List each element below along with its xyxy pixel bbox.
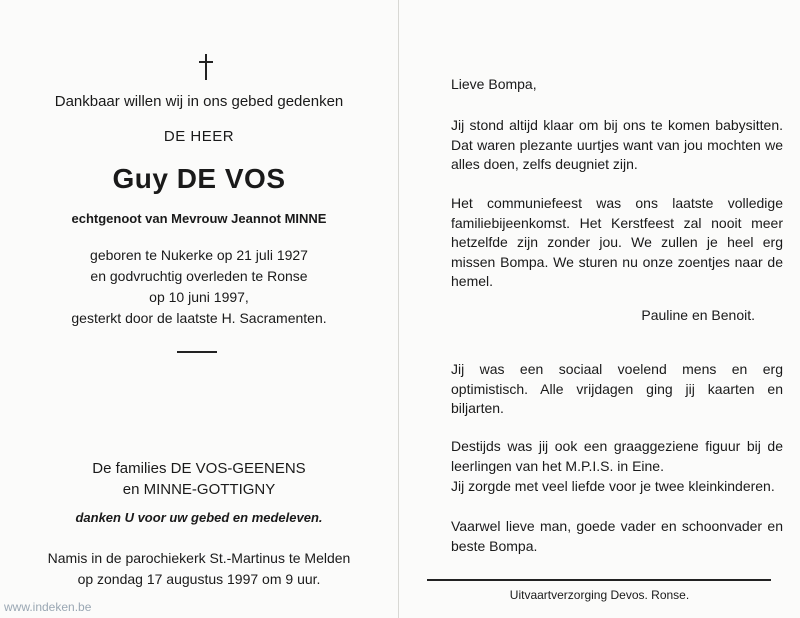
birth-death-block bbox=[0, 245, 398, 329]
paragraph-text: Jij was een sociaal voelend mens en erg optimistisch. Alle vrijdagen ging jij kaarten en biljarten. bbox=[451, 361, 783, 417]
divider bbox=[177, 351, 217, 353]
spouse-text: echtgenoot van Mevrouw Jeannot MINNE bbox=[71, 211, 327, 226]
right-panel bbox=[399, 0, 800, 618]
title-text: DE HEER bbox=[163, 128, 235, 145]
intro-text: Dankbaar willen wij in ons gebed gedenken bbox=[54, 93, 344, 110]
born-line-1: geboren te Nukerke op 21 juli 1927 bbox=[90, 247, 308, 263]
paragraph-text: Vaarwel lieve man, goede vader en schoonvader en beste Bompa. bbox=[451, 518, 783, 554]
paragraph-text: Jij stond altijd klaar om bij ons te komen babysitten. Dat waren plezante uurtjes want van jou mochten we alles doen, zelfs deugniet zijn. bbox=[451, 117, 783, 173]
paragraph-text: Het communiefeest was ons laatste volledige familiebijeenkomst. Het Kerstfeest zal nooit meer hetzelfde zijn zonder jou. We zullen je heel erg missen Bompa. We sturen nu onze zoentjes naar de hemel. bbox=[451, 195, 783, 290]
born-line-2: en godvruchtig overleden te Ronse bbox=[90, 268, 308, 284]
letter-paragraph-4 bbox=[451, 437, 783, 476]
left-panel bbox=[0, 0, 398, 618]
letter-paragraph-6 bbox=[451, 517, 783, 556]
families-block bbox=[0, 458, 398, 500]
paragraph-text: Destijds was jij ook een graaggeziene figuur bij de leerlingen van het M.P.I.S. in Eine. bbox=[451, 438, 783, 474]
mass-line-1: Namis in de parochiekerk St.-Martinus te Melden bbox=[47, 550, 351, 566]
families-line-2: en MINNE-GOTTIGNY bbox=[122, 481, 276, 498]
letter-paragraph-2 bbox=[451, 194, 783, 292]
families-line-1: De families DE VOS-GEENENS bbox=[92, 460, 306, 477]
letter-paragraph-3 bbox=[451, 360, 783, 419]
deceased-name: Guy DE VOS bbox=[112, 163, 286, 194]
cross-icon bbox=[199, 54, 213, 80]
paragraph-text: Jij zorgde met veel liefde voor je twee kleinkinderen. bbox=[451, 478, 775, 494]
born-line-4: gesterkt door de laatste H. Sacramenten. bbox=[71, 310, 327, 326]
watermark-text: www.indeken.be bbox=[4, 600, 92, 614]
greeting-text: Lieve Bompa, bbox=[451, 76, 537, 92]
bottom-rule bbox=[427, 579, 771, 581]
mass-line-2: op zondag 17 augustus 1997 om 9 uur. bbox=[77, 571, 321, 587]
undertaker-text: Uitvaartverzorging Devos. Ronse. bbox=[509, 588, 690, 602]
signature-text: Pauline en Benoit. bbox=[641, 307, 755, 323]
thanks-text: danken U voor uw gebed en medeleven. bbox=[75, 510, 323, 525]
born-line-3: op 10 juni 1997, bbox=[149, 289, 249, 305]
mass-block bbox=[0, 548, 398, 590]
letter-paragraph-1 bbox=[451, 116, 783, 175]
letter-paragraph-5 bbox=[451, 477, 783, 497]
